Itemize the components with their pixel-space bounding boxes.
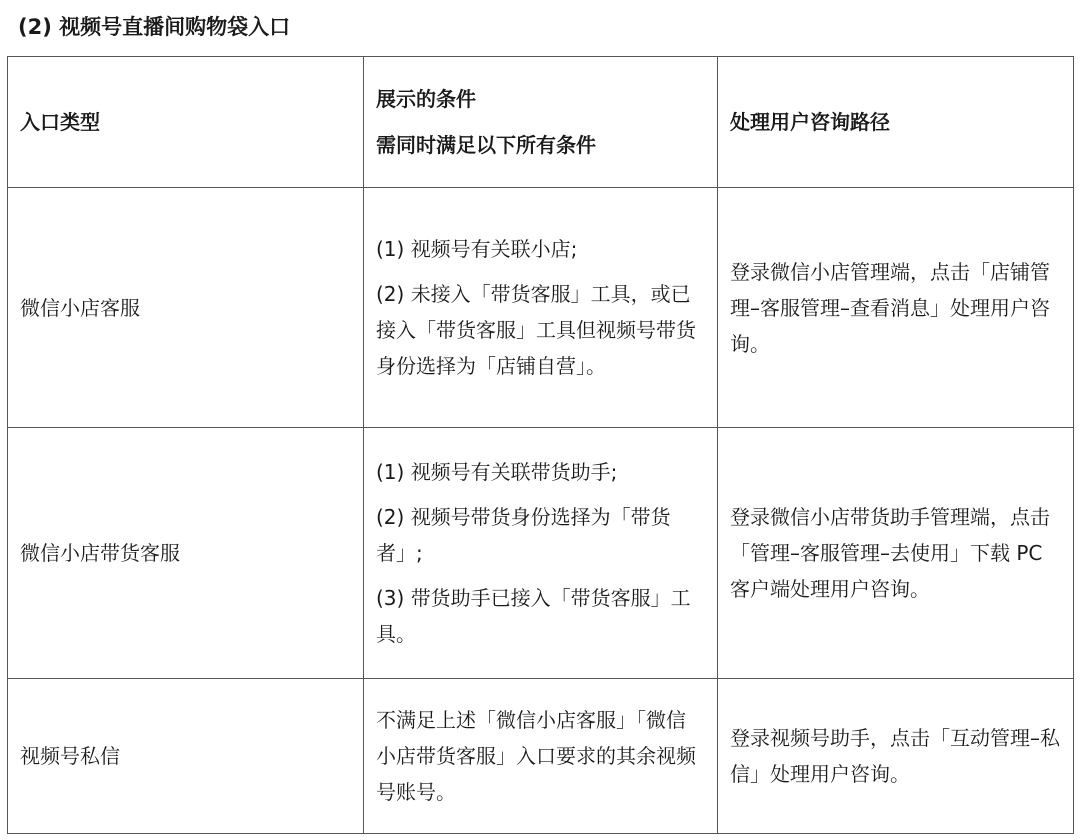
cell-handling-path: 登录微信小店管理端，点击「店铺管理–客服管理–查看消息」处理用户咨询。 [718,188,1074,428]
condition-item: (3) 带货助手已接入「带货客服」工具。 [376,586,691,646]
condition-item: (1) 视频号有关联小店; [376,237,578,261]
cell-conditions [364,679,718,834]
condition-item: (1) 视频号有关联带货助手; [376,460,618,484]
header-entry-type: 入口类型 [8,57,364,188]
header-conditions [364,57,718,188]
cell-entry-type: 视频号私信 [8,679,364,834]
table-header-row [8,57,1074,188]
header-conditions-line1: 展示的条件 [376,87,476,111]
entry-table [7,56,1074,834]
header-handling-path: 处理用户咨询路径 [718,57,1074,188]
cell-entry-type: 微信小店客服 [8,188,364,428]
condition-item: (2) 视频号带货身份选择为「带货者」; [376,505,671,565]
cell-conditions [364,188,718,428]
table-row [8,428,1074,679]
header-conditions-line2: 需同时满足以下所有条件 [376,133,596,157]
section-title: (2) 视频号直播间购物袋入口 [18,15,291,39]
condition-item: 不满足上述「微信小店客服」「微信小店带货客服」入口要求的其余视频号账号。 [376,708,696,804]
table-row [8,188,1074,428]
cell-entry-type: 微信小店带货客服 [8,428,364,679]
condition-item: (2) 未接入「带货客服」工具，或已接入「带货客服」工具但视频号带货身份选择为「店铺自营」。 [376,282,696,378]
cell-handling-path: 登录微信小店带货助手管理端，点击「管理–客服管理–去使用」下载 PC 客户端处理用户咨询。 [718,428,1074,679]
cell-conditions [364,428,718,679]
cell-handling-path: 登录视频号助手，点击「互动管理–私信」处理用户咨询。 [718,679,1074,834]
table-row [8,679,1074,834]
